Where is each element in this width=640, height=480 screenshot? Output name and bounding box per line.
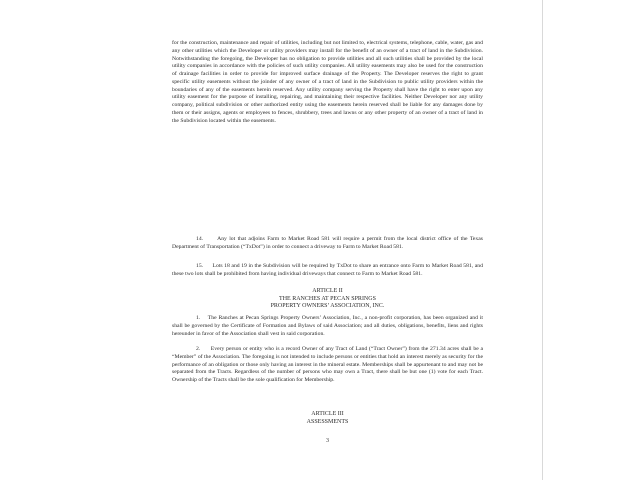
article-2-paragraph-2-text: 2. Every person or entity who is a record Owner of any Tract of Land (“Tract Owner”) from the 271.34 acres shall be a “Member” of the Association. The foregoing is not intended to include persons or entities that hold an interest merely as security for the performance of an obligation or those only having an interest in the mineral estate. Memberships shall be appurtenant to and may not be separated from the Tracts. Regardless of the number of persons who may own a Tract, there shall be but one (1) vote for each Tract. Ownership of the Tracts shall be the sole qualification for Membership. [172,346,483,383]
paragraph-15-text: 15. Lots 18 and 19 in the Subdivision will be required by TxDot to share an entrance onto Farm to Market Road 581, and these two lots shall be prohibited from having individual driveways that connect to Farm to Market Road 581. [172,263,483,277]
paragraph-14 [172,236,483,252]
article-2-title-line-2: PROPERTY OWNERS’ ASSOCIATION, INC. [270,303,385,310]
page-number: 3 [326,438,329,444]
paragraph-14-text: 14. Any lot that adjoins Farm to Market Road 581 will require a permit from the local district office of the Texas Department of Transportation (“TxDot”) in order to connect a driveway to Farm to Market Road 581. [172,236,483,250]
article-2-paragraph-2 [172,346,483,385]
page-edge-divider [542,0,543,480]
article-2-heading-block [172,288,483,311]
article-2-paragraph-1 [172,315,483,338]
article-2-title-line-1: THE RANCHES AT PECAN SPRINGS [279,295,376,302]
article-2-paragraph-1-text: 1. The Ranches at Pecan Springs Property Owners’ Association, Inc., a non-profit corporation, has been organized and it shall be governed by the Certificate of Formation and Bylaws of said Association; and all duties, obligations, benefits, liens and rights hereunder in favor of the Association shall vest in said corporation. [172,315,483,337]
article-3-heading-block [172,411,483,426]
article-3-title: ASSESSMENTS [306,418,349,425]
paragraph-15 [172,263,483,279]
article-3-heading: ARTICLE III [311,411,344,417]
paragraph-easements: for the construction, maintenance and repair of utilities, including but not limited to, electrical systems, telephone, cable, water, gas and any other utilities which the Developer or utility providers may install for the benefit of an owner of a tract of land in the Subdivision. Notwithstanding the foregoing, the Developer has no obligation to provide utilities and all such utilities shall be provided by the local utility companies in accordance with the policies of such utility companies. All utility easements may also be used for the construction of drainage facilities in order to provide for improved surface drainage of the Property. The Developer reserves the right to grant specific utility easements without the joinder of any owner of a tract of land in the Subdivision to public utility providers within the boundaries of any of the easements herein reserved. Any utility company serving the Property shall have the right to enter upon any utility easement for the purpose of installing, repairing, and maintaining their respective facilities. Neither Developer nor any utility company, political subdivision or other authorized entity using the easements herein reserved shall be liable for any damages done by them or their assigns, agents or employees to fences, shrubbery, trees and lawns or any other property of an owner of a tract of land in the Subdivision located within the easements. [172,40,483,124]
article-2-heading: ARTICLE II [312,288,343,294]
